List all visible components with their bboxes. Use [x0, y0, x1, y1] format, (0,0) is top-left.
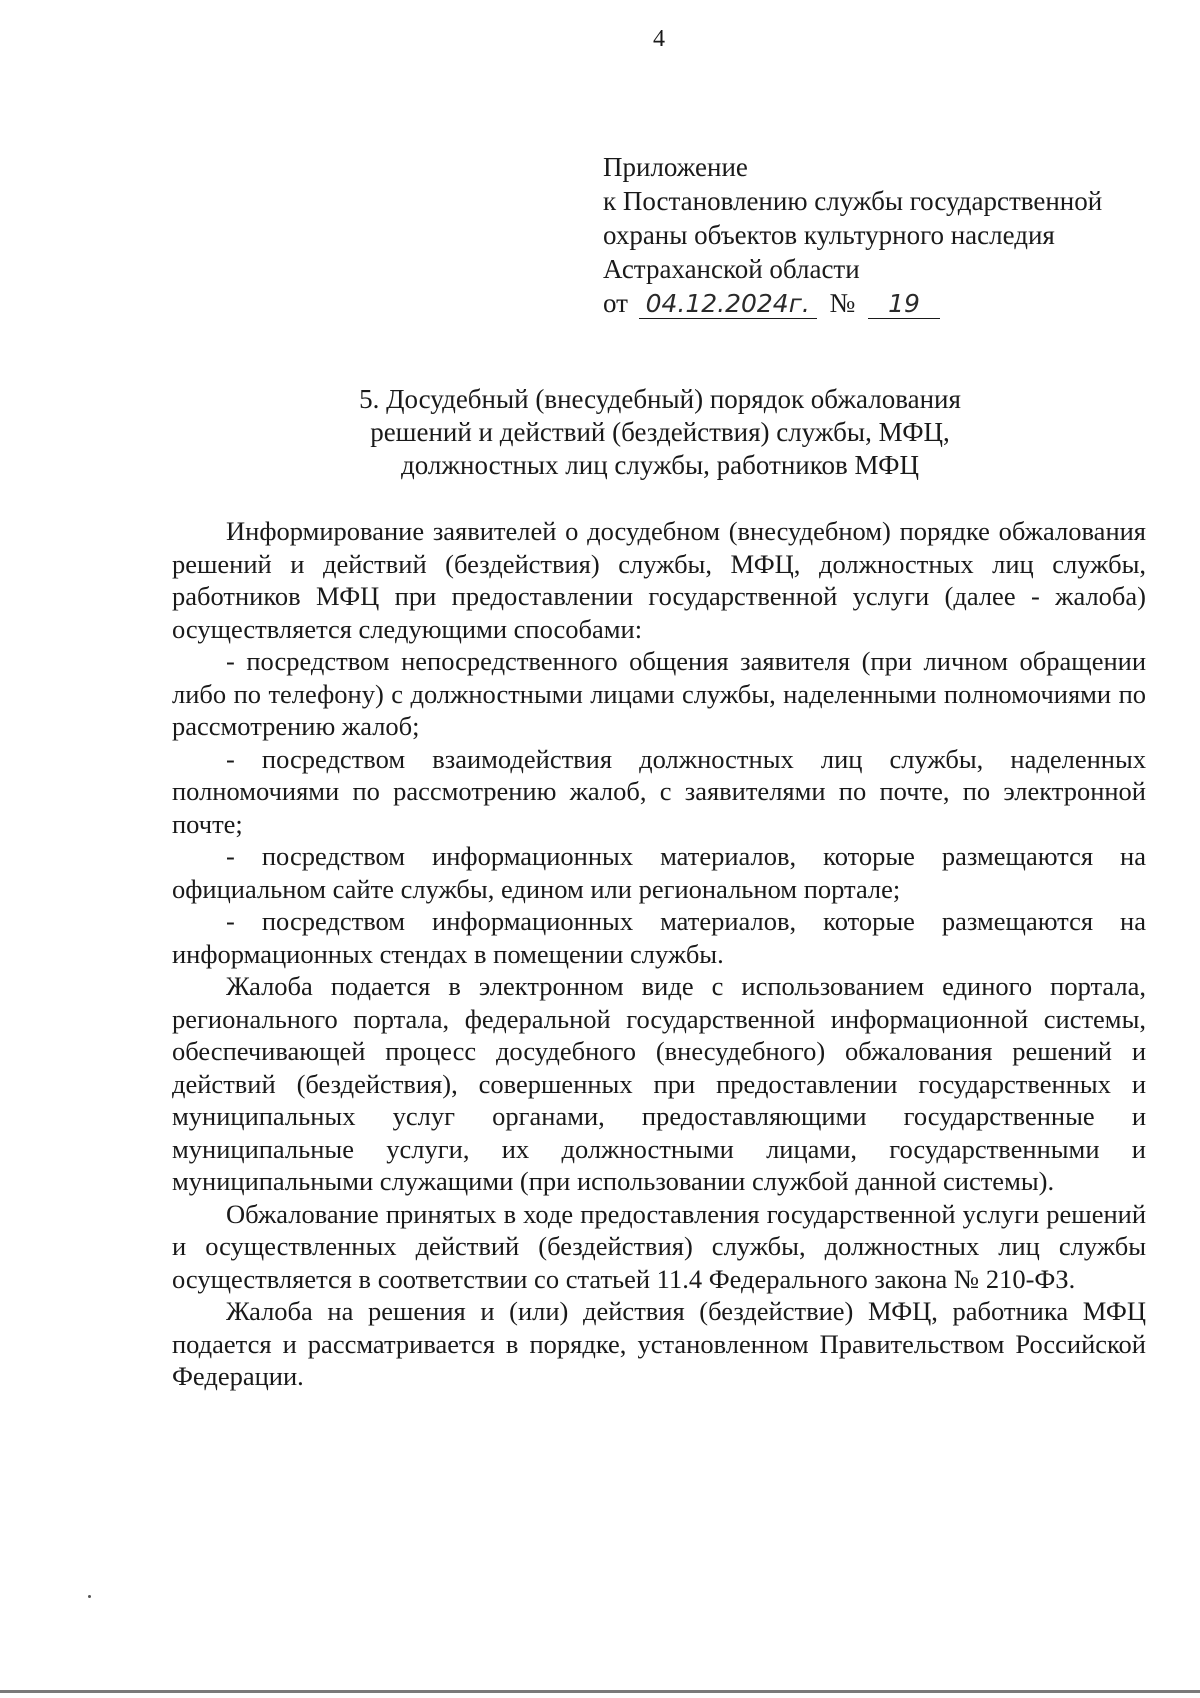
paragraph-intro: Информирование заявителей о досудебном (внесудебном) порядке обжалования решений и действий (бездействия) службы, МФЦ, должностных лиц службы, работников МФЦ при предоставлении государственной услуги (далее - жалоба) осуществляется следующими способами:	[172, 516, 1146, 644]
list-item: - посредством непосредственного общения заявителя (при личном обращении либо по телефону) с должностными лицами службы, наделенными полномочиями по рассмотрению жалоб;	[172, 646, 1146, 741]
paragraph-mfc: Жалоба на решения и (или) действия (бездействие) МФЦ, работника МФЦ подается и рассматривается в порядке, установленном Правительством Российской Федерации.	[172, 1296, 1146, 1391]
list-item: - посредством взаимодействия должностных лиц службы, наделенных полномочиями по рассмотрению жалоб, с заявителями по почте, по электронной почте;	[172, 743, 1146, 839]
list-item: - посредством информационных материалов, которые размещаются на информационных стендах в помещении службы.	[172, 906, 1146, 969]
handwritten-number: 19	[868, 290, 940, 319]
date-prefix: от	[603, 288, 628, 318]
heading-line: должностных лиц службы, работников МФЦ	[401, 450, 919, 480]
appendix-line: охраны объектов культурного наследия	[603, 220, 1055, 250]
list-item: - посредством информационных материалов, которые размещаются на официальном сайте службы, едином или региональном портале;	[172, 841, 1146, 904]
scan-edge-line	[0, 1690, 1200, 1693]
section-heading	[170, 383, 1150, 482]
appendix-date-line	[603, 286, 1163, 320]
page-number: 4	[653, 26, 665, 52]
appendix-block	[603, 150, 1163, 320]
appendix-line: Астраханской области	[603, 254, 860, 284]
paragraph-law: Обжалование принятых в ходе предоставления государственной услуги решений и осуществленных действий (бездействия) службы, должностных лиц службы осуществляется в соответствии со статьей 11.4 Федерального закона № 210-ФЗ.	[172, 1198, 1146, 1294]
appendix-line: к Постановлению службы государственной	[603, 186, 1103, 216]
scan-speck	[88, 1595, 91, 1598]
body-text	[172, 515, 1146, 1393]
paragraph-electronic: Жалоба подается в электронном виде с использованием единого портала, регионального портала, федеральной государственной информационной системы, обеспечивающей процесс досудебного (внесудебного) обжалования решений и действий (бездействия), совершенных при предоставлении государственных и муниципальных услуг органами, предоставляющими государственные и муниципальные услуги, их должностными лицами, государственными и муниципальными служащими (при использовании службой данной системы).	[172, 971, 1146, 1196]
heading-line: решений и действий (бездействия) службы, МФЦ,	[370, 417, 950, 447]
number-prefix: №	[829, 288, 856, 318]
heading-line: 5. Досудебный (внесудебный) порядок обжалования	[359, 384, 961, 414]
handwritten-date: 04.12.2024г.	[639, 290, 817, 319]
appendix-title: Приложение	[603, 152, 748, 182]
